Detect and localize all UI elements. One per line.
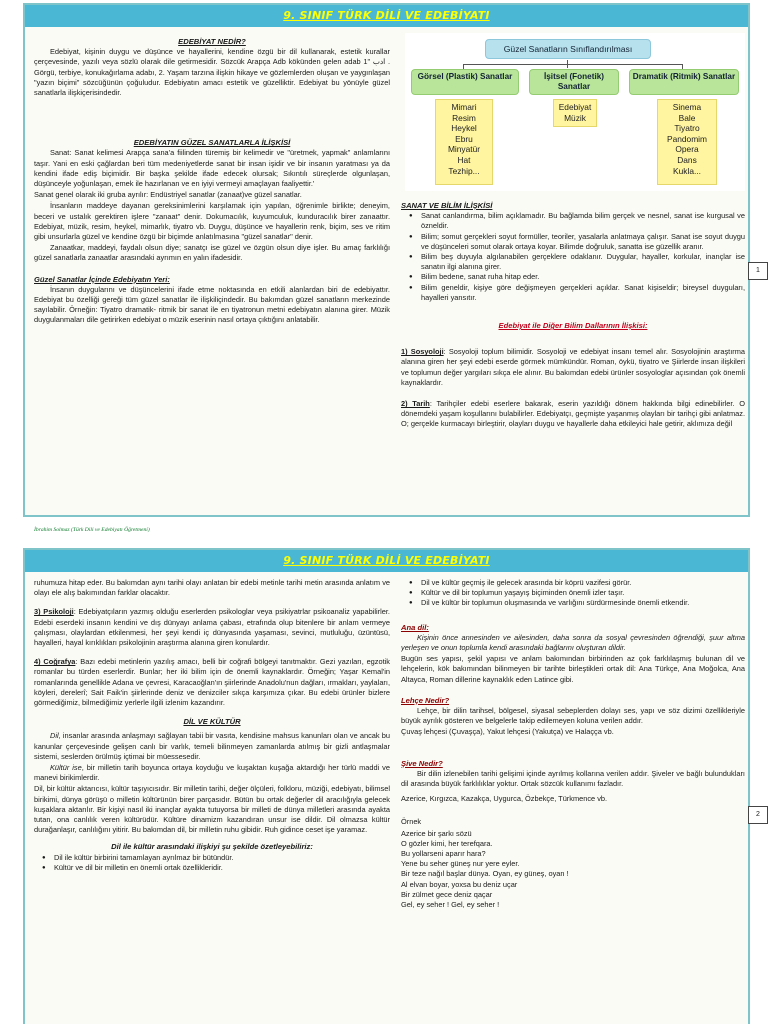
paragraph: Edebiyat, kişinin duygu ve düşünce ve hayallerini, kendine özgü bir dil kullanarak, estetik kurallar çerçevesinde, yazılı veya sözlü olarak dile getirmesidir. Sözcük Arapça Adb kökünden gelen adab 1" ادب . Görgü, terbiye, konukağırlama adabı, 2. Yaşam tarzına ilişkin hikaye ve gözlemlerden oluşan ve yaygınlaşan "yazın biçimi" sözcüğünün çoğuludur. Edebiyatın amacı estetik ve güzelliktir. Edebiyat bu yönüyle güzel sanatlarla ilişkiçerisindedir. bbox=[34, 47, 390, 98]
category-gorsel bbox=[411, 69, 519, 95]
example-label: Örnek bbox=[401, 817, 422, 827]
paragraph: Bir dilin izlenebilen tarihi gelişimi içinde ayrılmış kollarına verilen addır. Şiveler ve bağlı bulundukları dil arasında büyük farklılıklar yoktur. Ortak sözcük kullanımı fazladır. bbox=[401, 768, 745, 789]
heading-guzel-sanatlar-iliskisi: EDEBİYATIN GÜZEL SANATLARLA İLİŞKİSİ bbox=[133, 138, 291, 148]
paragraph: Zanaatkar, maddeyi, faydalı olsun diye; sanatçı ise güzel ve özgün olsun diye işler. Bu amaç farklılığı güzel sanatlarla zanaatlar arasındaki ayrımın en yalın ifadesidir. bbox=[34, 243, 390, 263]
poem bbox=[401, 829, 745, 911]
paragraph: ruhumuza hitap eder. Bu bakımdan aynı tarihi olayı anlatan bir edebi metinle tarihi metin arasında anlatım ve olayı ele alış bakımından farklar olacaktır. bbox=[34, 578, 390, 598]
heading-edebiyatin-yeri: Güzel Sanatlar İçinde Edebiyatın Yeri: bbox=[34, 274, 170, 284]
heading-edebiyat-nedir: EDEBİYAT NEDİR? bbox=[178, 37, 246, 46]
page-number: 1 bbox=[748, 262, 768, 280]
list-item: Dans bbox=[677, 154, 697, 165]
heading-sanat-bilim: SANAT VE BİLİM İLİŞKİSİ bbox=[401, 201, 493, 210]
poem-line: Al elvan boyar, yoxsa bu deniz uçar bbox=[401, 879, 518, 889]
list-item: Müzik bbox=[564, 112, 586, 123]
page2-left-column bbox=[34, 578, 390, 1024]
category-dramatik bbox=[629, 69, 739, 95]
paragraph: Sanat: Sanat kelimesi Arapça sana'a fiilinden türemiş bir kelimedir ve "üretmek, yapmak" anlamlarını taşır. Yani en eski çağlardan beri tüm medeniyetlerde sanat bir insan işidir ve bir insanın yaratması ya da kendini ifade ediş biçimidir. Bir başka şekilde ifade edecek olursak; Sıkıntılı süreçlerde olgunlaşan, düşünceyle yoğunlaşan, emek ile hazırlanan ve en iyiyi vermeyi amaçlayan faaliyettir.' bbox=[34, 148, 390, 189]
category-isitsel bbox=[529, 69, 619, 95]
list-item: Minyatür bbox=[447, 144, 481, 155]
poem-line: Bir zülmet gece deniz qaçar bbox=[401, 889, 493, 899]
page-2 bbox=[23, 548, 750, 1024]
list-item: ● Bilim beş duyuyla algılanabilen gerçeklere odaklanır. Duygular, hayaller, korkular, inançlar ise sanatın ilgi alanına girer. bbox=[401, 252, 745, 272]
poem-line: Gel, ey seher ! Gel, ey seher ! bbox=[401, 900, 500, 910]
list-item: ● Kültür ve dil bir milletin en önemli ortak özellikleridir. bbox=[34, 863, 390, 873]
paragraph-dil bbox=[34, 731, 390, 762]
list-item: ● Dil ve kültür geçmiş ile gelecek arasında bir köprü vazifesi görür. bbox=[401, 578, 745, 588]
list-item: ● Bilim; somut gerçekleri soyut formüller, teoriler, yasalarla anlatmaya çalışır. Sanat ise soyut duygu ve düşünceleri somut olarak ortaya koyar. Bilimde doğruluk, sanatta ise güzellik aranır. bbox=[401, 232, 745, 252]
list-item: ● Bilim bedene, sanat ruha hitap eder. bbox=[401, 272, 745, 282]
page1-left-column bbox=[34, 37, 390, 515]
paragraph-kultur bbox=[34, 763, 390, 783]
poem-line: Yene bu seher güneş nur yere eyler. bbox=[401, 859, 520, 869]
paragraph: Dil, bir kültür aktarıcısı, kültür taşıyıcısıdır. Bir milletin tarihi, değer ölçüleri, folkloru, müziği, edebiyatı, bilimsel birikimi, dünya görüşü o milletin kültürünün birer parçasıdır. Bütün bu ortak değerler dil aracılığıyla gelecek kuşaklara aktarılır. Bir kişiyi nasıl iki inançlar ayakta tutuyorsa bir milleti de dünya milletleri arasında ayakta tutan, ona canlılık veren kültürüdür. Kültüre dinamizm kazandıran unsur ise dildir. Dil olmazsa kültür durağanlaşır, canlılığını yitirir. Bu bakımdan dil, bir milletin ruhu gibidir. Ruh gidince ceset işe yaramaz. bbox=[34, 784, 390, 835]
text-cografya: : Bazı edebi metinlerin yazılış amacı, belli bir coğrafi bölgeyi tanıtmaktır. Gezi yazıları, egzotik romanlar bu türden eserlerdir. Bunlar; her iki bilim için de önemli kaynaklardır. Örneğin; Yaşar Kemal'in romanlarında genellikle Adana ve çevresi, Karacaoğlan'ın şiirlerinde Anadolu'nun dağları, ırmakları, yaylaları, köyleri, derelerî; Sait Faik'in şiirlerinde deniz ve denizciler sıkça karşımıza çıkar. Bu edebi ürünler bizlere görmediğimiz, bilmediğimiz yerlerle ilgili izlenim kazandırır. bbox=[34, 657, 390, 708]
list-item: ● Bilim geneldir, kişiye göre değişmeyen gerçekleri açıklar. Sanat kişiseldir; bireysel duyguları, hayalleri yansıtır. bbox=[401, 283, 745, 303]
paragraph: İnsanların maddeye dayanan gereksinimlerini karşılamak için yapılan, öğrenimle birlikte; deneyim, beceri ve ustalık gerektiren işlere "zanaat" denir. Dokumacılık, kuyumculuk, kunduracılık birer zanaattır. Edebiyat, müzik, resim, heykel, mimarlık, tiyatro vb. Duygu, düşünce ve hayallerin renk, biçim, ses ve ritim gibi unsurlarla güzel ve kendine özgü bir biçimde anlatılmasına "güzel sanatlar" denir. bbox=[34, 201, 390, 242]
paragraph-sosyoloji bbox=[401, 347, 745, 388]
paragraph-cografya bbox=[34, 657, 390, 708]
diagram-title: Güzel Sanatların Sınıflandırılması bbox=[485, 39, 651, 59]
list-item: Ebru bbox=[455, 133, 473, 144]
heading-ozet: Dil ile kültür arasındaki ilişkiyi şu şekilde özetleyebiliriz: bbox=[111, 842, 313, 852]
list-item: ● Kültür ve dil bir toplumun yaşayış biçiminden önemli izler taşır. bbox=[401, 588, 745, 598]
list-gorsel bbox=[435, 99, 493, 185]
page-title: 9. SINIF TÜRK DİLİ VE EDEBİYATI bbox=[283, 9, 490, 22]
paragraph: Lehçe, bir dilin tarihsel, bölgesel, siyasal sebeplerden dolayı ses, yapı ve söz dizimi özellikleriyle büyük ayrılık gösteren ve belgelerle takip edilemeyen koluna verilen addır. bbox=[401, 706, 745, 726]
list-item: Tiyatro bbox=[674, 123, 700, 134]
list-item: Resim bbox=[452, 112, 476, 123]
poem-line: Bir teze nağıl başlar dünya. Oyan, ey güneş, oyan ! bbox=[401, 869, 569, 879]
page-title: 9. SINIF TÜRK DİLİ VE EDEBİYATI bbox=[283, 554, 490, 567]
label-tarih: 2) Tarih bbox=[401, 399, 430, 409]
paragraph-psikoloji bbox=[34, 607, 390, 648]
list-item: Mimari bbox=[451, 102, 477, 112]
connector-line bbox=[463, 64, 683, 65]
sanat-bilim-list bbox=[401, 211, 745, 303]
list-item: Hat bbox=[457, 154, 471, 165]
list-item: Tezhip... bbox=[448, 165, 480, 176]
heading-lehce: Lehçe Nedir? bbox=[401, 695, 450, 705]
category-label: Dramatik (Ritmik) Sanatlar bbox=[632, 72, 736, 81]
text-kultur: , bir milletin tarih boyunca ortaya koyduğu ve kuşaktan kuşağa aktardığı her türlü maddi ve manevi birikimlerdir. bbox=[34, 763, 390, 783]
page-1 bbox=[23, 3, 750, 517]
author-credit: İbrahim Solmaz (Türk Dili ve Edebiyatı Öğretmeni) bbox=[34, 527, 150, 533]
list-item: ● Sanat canlandırma, bilim açıklamadır. Bu bağlamda bilim gerçek ve nesnel, sanat ise kurgusal ve özneldir. bbox=[401, 211, 745, 231]
page-number: 2 bbox=[748, 806, 768, 824]
text-tarih: : Tarihçiler edebi eserlere bakarak, eserin yazıldığı dönem hakkında bilgi edinebilirler. O dönemdeki yaşam koşullarını bulabilirler. Edebiyatçı, geçmişte yaşanmış olayları bir tarihçi gibi anlatmaz. O; gerçekle kurmacayı birleştirir, olayları duygu ve hayallerle daha etkileyici hale getirir, aklımıza değil bbox=[401, 399, 745, 429]
list-item: Edebiyat bbox=[558, 102, 592, 112]
list-item: ● Dil ve kültür bir toplumun oluşmasında ve varlığını sürdürmesinde önemli etkendir. bbox=[401, 598, 745, 608]
paragraph: Bugün ses yapısı, şekil yapısı ve anlam bakımından birbirinden az çok farklılaşmış bulunan dil ve lehçelerin, kök bakımından bilinmeyen bir tarihte birleştikleri ortak dil: Ana Türkçe, Ana Moğolca, Ana Altayca, Roman dillerine kaynaklık eden Latince gibi. bbox=[401, 654, 745, 684]
list-item: Kukla... bbox=[673, 165, 701, 176]
term-kultur: Kültür ise bbox=[50, 763, 82, 773]
list-item: Pandomim bbox=[666, 133, 708, 144]
poem-line: O gözler kimi, her terefqara. bbox=[401, 838, 493, 848]
label-psikoloji: 3) Psikoloji bbox=[34, 607, 74, 617]
paragraph: Kişinin önce annesinden ve ailesinden, daha sonra da sosyal çevresinden öğrendiği, şuur altına yerleşen ve onun toplumla kendi arasındaki bağlarını oluşturan dildir. bbox=[401, 632, 745, 653]
classification-diagram bbox=[405, 33, 745, 191]
text-psikoloji: : Edebiyatçıların yazmış olduğu eserlerden psikologlar veya psikiyatrlar psikoanaliz yapabilirler. Edebi eserdeki insanın kendini ve dış dünyayı anlama çabası, etrafında olup bitenlere bir anlam vermeye çalışması, olaylardan etkilenmesi, her şeyi kendi iç dünyasında yaşaması, sevinci, mutluluğu, üzüntüsü, hayalleri, hayal kırıklıkları psikolojinin araştırma alanına giren konulardır. bbox=[34, 607, 390, 648]
paragraph: Sanat genel olarak iki gruba ayrılır: Endüstriyel sanatlar (zanaat)ve güzel sanatlar. bbox=[34, 190, 302, 200]
term-dil: Dil bbox=[50, 731, 59, 741]
text-sosyoloji: : Sosyoloji toplum bilimidir. Sosyoloji ve edebiyat insanı temel alır. Sosyolojinin araştırma alanına giren her şeyi edebi eserde görmek mümkündür. Roman, öykü, tiyatro ve Şiirlerde insan ilişkileri ve toplumun değer yargıları sıkça ele alınır. Bu bakımdan edebi ürünler sosyologlar açısından çok önemli kaynaklardır. bbox=[401, 347, 745, 387]
paragraph-tarih bbox=[401, 399, 745, 430]
heading-bilim-dallari: Edebiyat ile Diğer Bilim Dallarının İlişkisi: bbox=[498, 321, 648, 331]
label-sosyoloji: 1) Sosyoloji bbox=[401, 347, 444, 357]
list-item: Heykel bbox=[451, 123, 477, 134]
paragraph: İnsanın duygularını ve düşüncelerini ifade etme noktasında en etkili alanlardan biri de edebiyattır. Edebiyat bu özelliği gereği tüm güzel sanatlar ile ilişkiliçindedir. Bu bakımdan güzel sanatların merkezinde sayılabilir. Örneğin: Tiyatro dramatik- ritmik bir sanat ile en tiyatronun metni edebiyatın alanına girer. Müzik duygulanmaları dile getirirken edebiyat o müzik eserinin nasıl ortaya çıktığını anlatabilir. bbox=[34, 284, 390, 325]
heading-dil-kultur: DİL VE KÜLTÜR bbox=[183, 717, 241, 727]
list-item: ● Dil ile kültür birbirini tamamlayan ayrılmaz bir bütündür. bbox=[34, 853, 390, 863]
list-item: Opera bbox=[675, 144, 699, 155]
text-dil: , insanlar arasında anlaşmayı sağlayan tabii bir vasıta, kendisine mahsus kanunları olan ve ancak bu kanunlar çerçevesinde gelişen canlı bir varlık, temeli bilinmeyen zamanlarda atılmış bir gizli antlaşmalar sistemi, seslerden örülmüş içtimai bir müessesedir. bbox=[34, 731, 390, 761]
list-isitsel bbox=[553, 99, 597, 127]
paragraph: Azerice, Kırgızca, Kazakça, Uygurca, Özbekçe, Türkmence vb. bbox=[401, 794, 608, 804]
heading-sive: Şive Nedir? bbox=[401, 758, 443, 768]
paragraph: Çuvaş lehçesi (Çuvaşça), Yakut lehçesi (Yakutça) ve Halaçça vb. bbox=[401, 727, 614, 737]
heading-ana-dil: Ana dil: bbox=[401, 622, 429, 632]
list-item: Sinema bbox=[672, 102, 702, 112]
label-cografya: 4) Coğrafya bbox=[34, 657, 76, 667]
poem-line: Bu yollarseni aparır hara? bbox=[401, 849, 486, 859]
page1-right-column bbox=[401, 201, 745, 515]
poem-line: Azerice bir şarkı sözü bbox=[401, 828, 472, 838]
list-dramatik bbox=[657, 99, 717, 185]
category-label: Görsel (Plastik) Sanatlar bbox=[417, 72, 513, 81]
dil-kultur-list bbox=[34, 853, 390, 873]
page2-right-column bbox=[401, 578, 745, 1024]
category-label: İşitsel (Fonetik) Sanatlar bbox=[543, 72, 605, 91]
dil-kultur-list-continued bbox=[401, 578, 745, 609]
list-item: Bale bbox=[678, 112, 696, 123]
